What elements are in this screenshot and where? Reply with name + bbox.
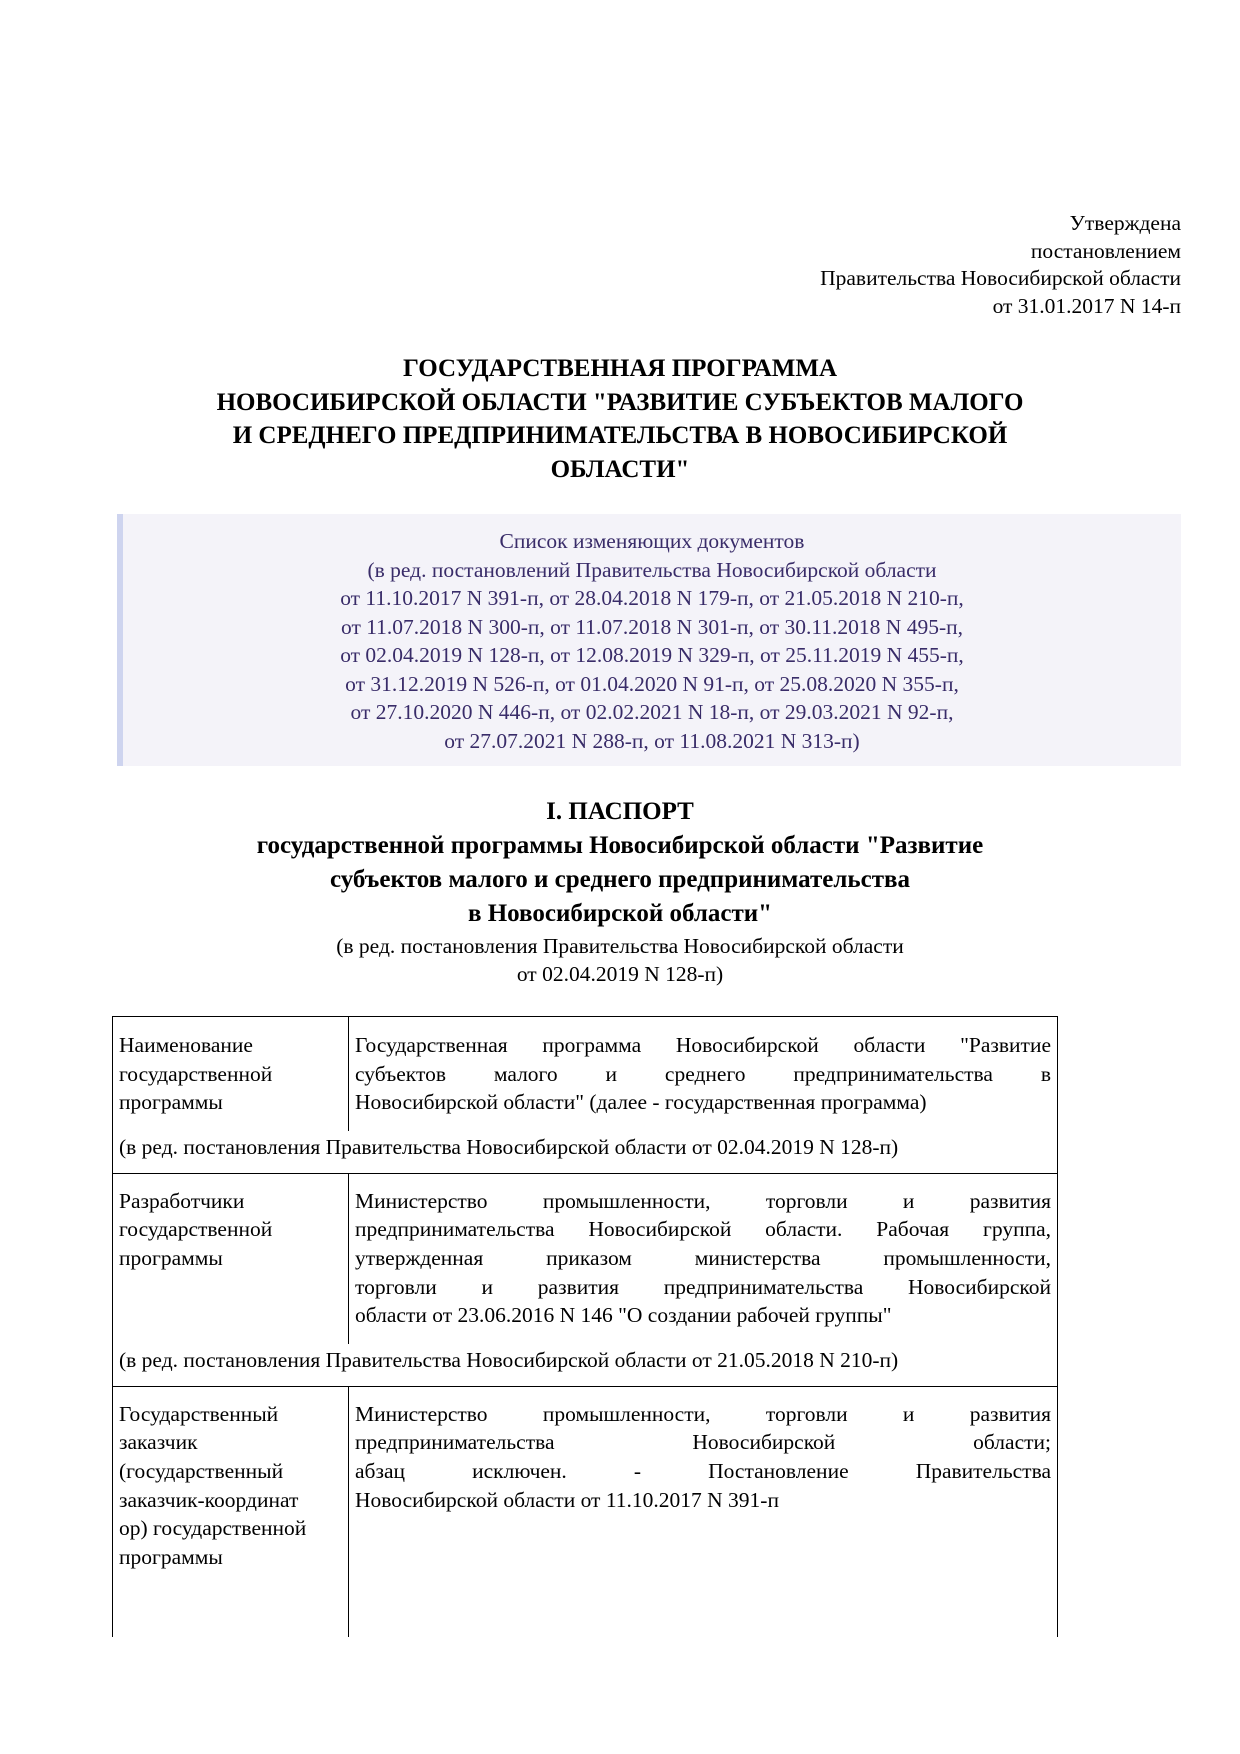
changing-documents-box — [117, 514, 1181, 766]
row-label-line: ор) государственной — [119, 1516, 307, 1541]
document-title-line: И СРЕДНЕГО ПРЕДПРИНИМАТЕЛЬСТВА В НОВОСИБИРСКОЙ — [232, 422, 1008, 449]
approval-line: Правительства Новосибирской области — [820, 266, 1181, 290]
column-divider — [348, 1386, 349, 1637]
passport-table — [112, 1016, 1058, 1637]
section-subheading-line: государственной программы Новосибирской области "Развитие — [256, 832, 984, 859]
row-divider — [113, 1386, 1057, 1387]
row-label-line: (государственный — [119, 1459, 284, 1483]
approval-line: Утверждена — [1069, 211, 1181, 235]
changes-line: от 27.07.2021 N 288-п, от 11.08.2021 N 313-п) — [444, 728, 860, 753]
section-edit-note: от 02.04.2019 N 128-п) — [516, 962, 724, 986]
row-edit-note: (в ред. постановления Правительства Новосибирской области от 21.05.2018 N 210-п) — [119, 1347, 899, 1372]
approval-line: от 31.01.2017 N 14-п — [992, 293, 1181, 318]
row-label-line: программы — [119, 1090, 223, 1115]
row-label-line: Разработчики — [119, 1188, 245, 1213]
document-title-line: НОВОСИБИРСКОЙ ОБЛАСТИ "РАЗВИТИЕ СУБЪЕКТОВ МАЛОГО — [216, 388, 1024, 416]
row-value-line: Министерство промышленности, торговли и развития — [355, 1401, 1051, 1426]
row-edit-note: (в ред. постановления Правительства Новосибирской области от 02.04.2019 N 128-п) — [119, 1134, 899, 1159]
row-label-line: государственной — [119, 1217, 273, 1242]
document-title-line: ГОСУДАРСТВЕННАЯ ПРОГРАММА — [402, 355, 838, 382]
row-value-line: утвержденная приказом министерства промышленности, — [355, 1246, 1051, 1270]
document-title-line: ОБЛАСТИ" — [550, 455, 690, 483]
row-value-line: области от 23.06.2016 N 146 "О создании рабочей группы" — [355, 1303, 892, 1328]
row-value-line: предпринимательства Новосибирской области; — [355, 1430, 1051, 1455]
changes-heading: Список изменяющих документов — [499, 529, 805, 553]
row-value-line: абзац исключен. - Постановление Правительства — [355, 1459, 1051, 1483]
row-label-line: программы — [119, 1544, 223, 1569]
row-value-line: Новосибирской области от 11.10.2017 N 391-п — [355, 1487, 779, 1512]
row-label-line: заказчик — [119, 1430, 198, 1455]
row-value-line: субъектов малого и среднего предпринимательства в — [355, 1061, 1051, 1086]
row-label-line: государственной — [119, 1061, 273, 1086]
column-divider — [348, 1017, 349, 1131]
row-value-line: торговли и развития предпринимательства Новосибирской — [355, 1274, 1051, 1299]
changes-line: от 11.07.2018 N 300-п, от 11.07.2018 N 301-п, от 30.11.2018 N 495-п, — [340, 614, 964, 639]
row-divider — [113, 1173, 1057, 1174]
changes-line: от 27.10.2020 N 446-п, от 02.02.2021 N 18-п, от 29.03.2021 N 92-п, — [350, 700, 954, 724]
changes-line: (в ред. постановлений Правительства Новосибирской области — [367, 557, 937, 582]
row-value-line: предпринимательства Новосибирской области. Рабочая группа, — [355, 1217, 1051, 1242]
changes-line: от 02.04.2019 N 128-п, от 12.08.2019 N 329-п, от 25.11.2019 N 455-п, — [340, 643, 964, 667]
section-subheading-line: в Новосибирской области" — [467, 900, 773, 927]
row-label-line: Наименование — [119, 1033, 253, 1057]
changes-line: от 11.10.2017 N 391-п, от 28.04.2018 N 179-п, от 21.05.2018 N 210-п, — [340, 586, 964, 610]
column-divider — [348, 1173, 349, 1344]
section-heading: I. ПАСПОРТ — [546, 798, 694, 825]
changes-line: от 31.12.2019 N 526-п, от 01.04.2020 N 91-п, от 25.08.2020 N 355-п, — [345, 671, 959, 696]
row-label-line: заказчик-координат — [119, 1487, 299, 1512]
row-value-line: Государственная программа Новосибирской области "Развитие — [355, 1033, 1051, 1057]
row-value-line: Министерство промышленности, торговли и развития — [355, 1188, 1051, 1213]
section-subheading-line: субъектов малого и среднего предпринимательства — [329, 866, 911, 893]
row-label-line: программы — [119, 1246, 223, 1270]
section-edit-note: (в ред. постановления Правительства Новосибирской области — [336, 934, 904, 958]
row-label-line: Государственный — [119, 1401, 279, 1426]
row-value-line: Новосибирской области" (далее - государственная программа) — [355, 1090, 927, 1115]
approval-line: постановлением — [1030, 238, 1181, 263]
